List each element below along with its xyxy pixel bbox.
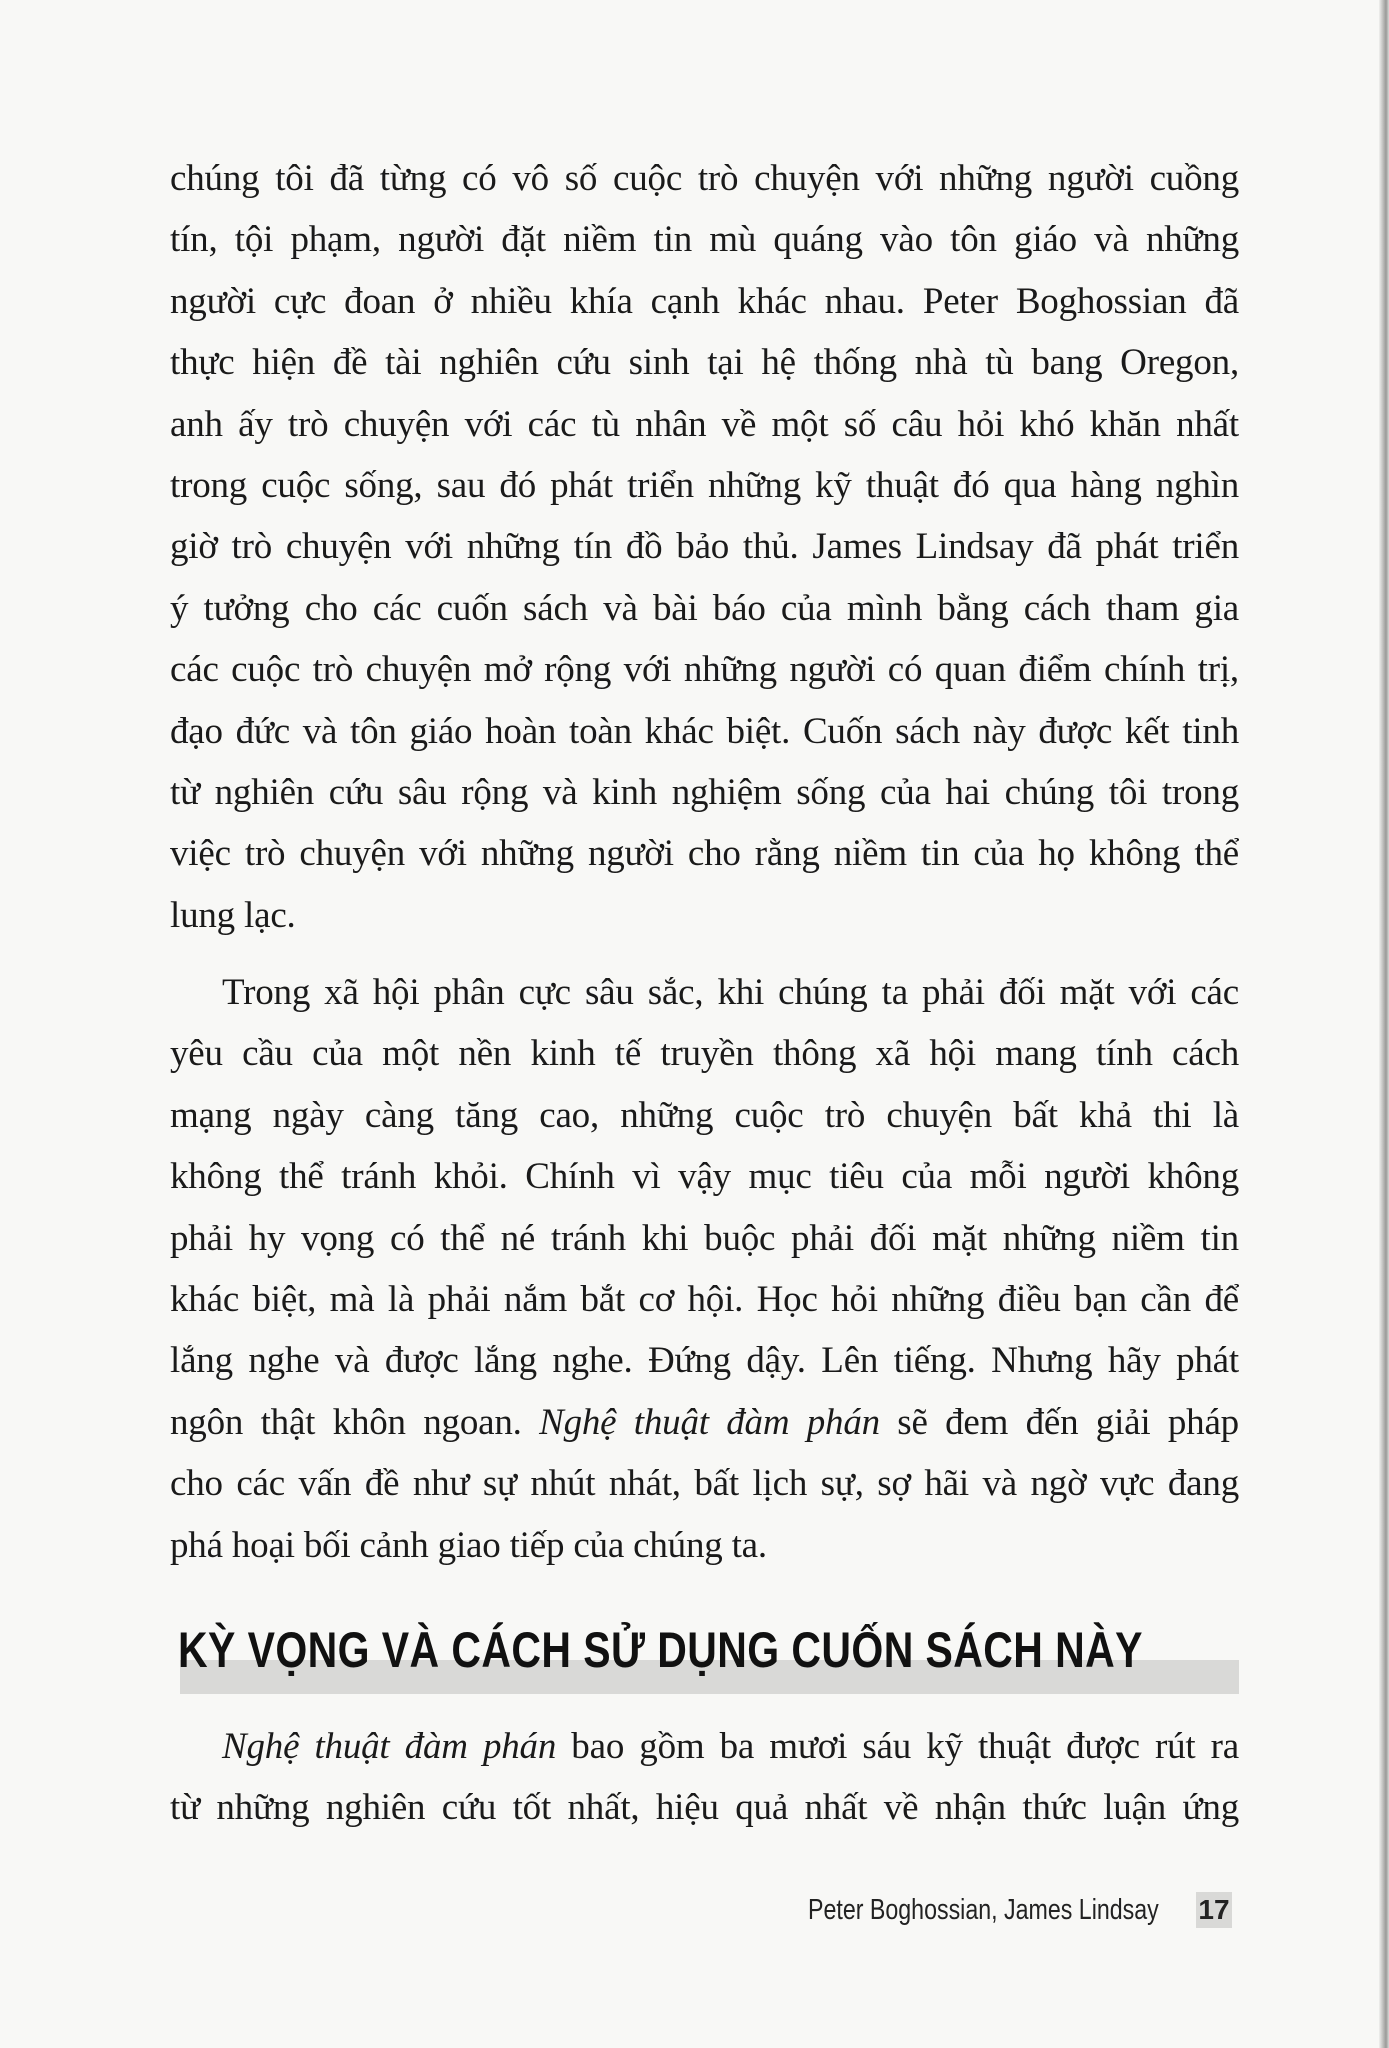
text-line: phải hy vọng có thể né tránh khi buộc phải đối mặt những niềm tin — [170, 1217, 1239, 1259]
text-line: đạo đức và tôn giáo hoàn toàn khác biệt. Cuốn sách này được kết tinh — [170, 710, 1239, 752]
text-segment: ngôn thật khôn ngoan. — [170, 1401, 540, 1443]
text-line: các cuộc trò chuyện mở rộng với những người có quan điểm chính trị, — [170, 649, 1239, 691]
book-title-italic: Nghệ thuật đàm phán — [539, 1401, 880, 1443]
text-line — [170, 1392, 1239, 1453]
text-line: phá hoại bối cảnh giao tiếp của chúng ta. — [170, 1524, 767, 1566]
text-line: mạng ngày càng tăng cao, những cuộc trò chuyện bất khả thi là — [170, 1094, 1239, 1136]
text-line: khác biệt, mà là phải nắm bắt cơ hội. Học hỏi những điều bạn cần để — [170, 1278, 1239, 1320]
section-heading: KỲ VỌNG VÀ CÁCH SỬ DỤNG CUỐN SÁCH NÀY — [178, 1622, 1143, 1678]
text-line: tín, tội phạm, người đặt niềm tin mù quáng vào tôn giáo và những — [170, 219, 1239, 261]
text-line: cho các vấn đề như sự nhút nhát, bất lịch sự, sợ hãi và ngờ vực đang — [170, 1463, 1239, 1505]
text-line: lắng nghe và được lắng nghe. Đứng dậy. Lên tiếng. Nhưng hãy phát — [170, 1340, 1239, 1382]
text-line: giờ trò chuyện với những tín đồ bảo thủ. James Lindsay đã phát triển — [170, 526, 1239, 568]
text-line: Trong xã hội phân cực sâu sắc, khi chúng ta phải đối mặt với các — [222, 972, 1239, 1013]
text-segment: bao gồm ba mươi sáu kỹ thuật được rút ra — [556, 1726, 1239, 1767]
text-line: anh ấy trò chuyện với các tù nhân về một số câu hỏi khó khăn nhất — [170, 403, 1239, 445]
text-line: lung lạc. — [170, 894, 296, 936]
book-title-italic: Nghệ thuật đàm phán — [222, 1726, 557, 1767]
paragraph-1 — [170, 148, 1239, 946]
paragraph-2 — [170, 962, 1239, 1576]
text-line: ý tưởng cho các cuốn sách và bài báo của mình bằng cách tham gia — [170, 587, 1239, 629]
text-line: yêu cầu của một nền kinh tế truyền thông xã hội mang tính cách — [170, 1033, 1239, 1075]
text-line: từ nghiên cứu sâu rộng và kinh nghiệm sống của hai chúng tôi trong — [170, 771, 1239, 813]
footer-authors: Peter Boghossian, James Lindsay — [808, 1894, 1159, 1926]
text-line: không thể tránh khỏi. Chính vì vậy mục tiêu của mỗi người không — [170, 1156, 1239, 1198]
text-line: việc trò chuyện với những người cho rằng niềm tin của họ không thể — [170, 833, 1239, 875]
text-line — [170, 1716, 1239, 1777]
text-line: người cực đoan ở nhiều khía cạnh khác nhau. Peter Boghossian đã — [170, 280, 1239, 322]
paragraph-3 — [170, 1716, 1239, 1839]
text-line: trong cuộc sống, sau đó phát triển những kỹ thuật đó qua hàng nghìn — [170, 464, 1239, 506]
page-number: 17 — [1196, 1892, 1232, 1928]
text-segment: sẽ đem đến giải pháp — [879, 1401, 1239, 1443]
page-edge-shadow — [1379, 0, 1389, 2048]
text-line: từ những nghiên cứu tốt nhất, hiệu quả nhất về nhận thức luận ứng — [170, 1787, 1239, 1829]
text-line: chúng tôi đã từng có vô số cuộc trò chuyện với những người cuồng — [170, 158, 1239, 199]
text-line: thực hiện đề tài nghiên cứu sinh tại hệ thống nhà tù bang Oregon, — [170, 342, 1239, 384]
